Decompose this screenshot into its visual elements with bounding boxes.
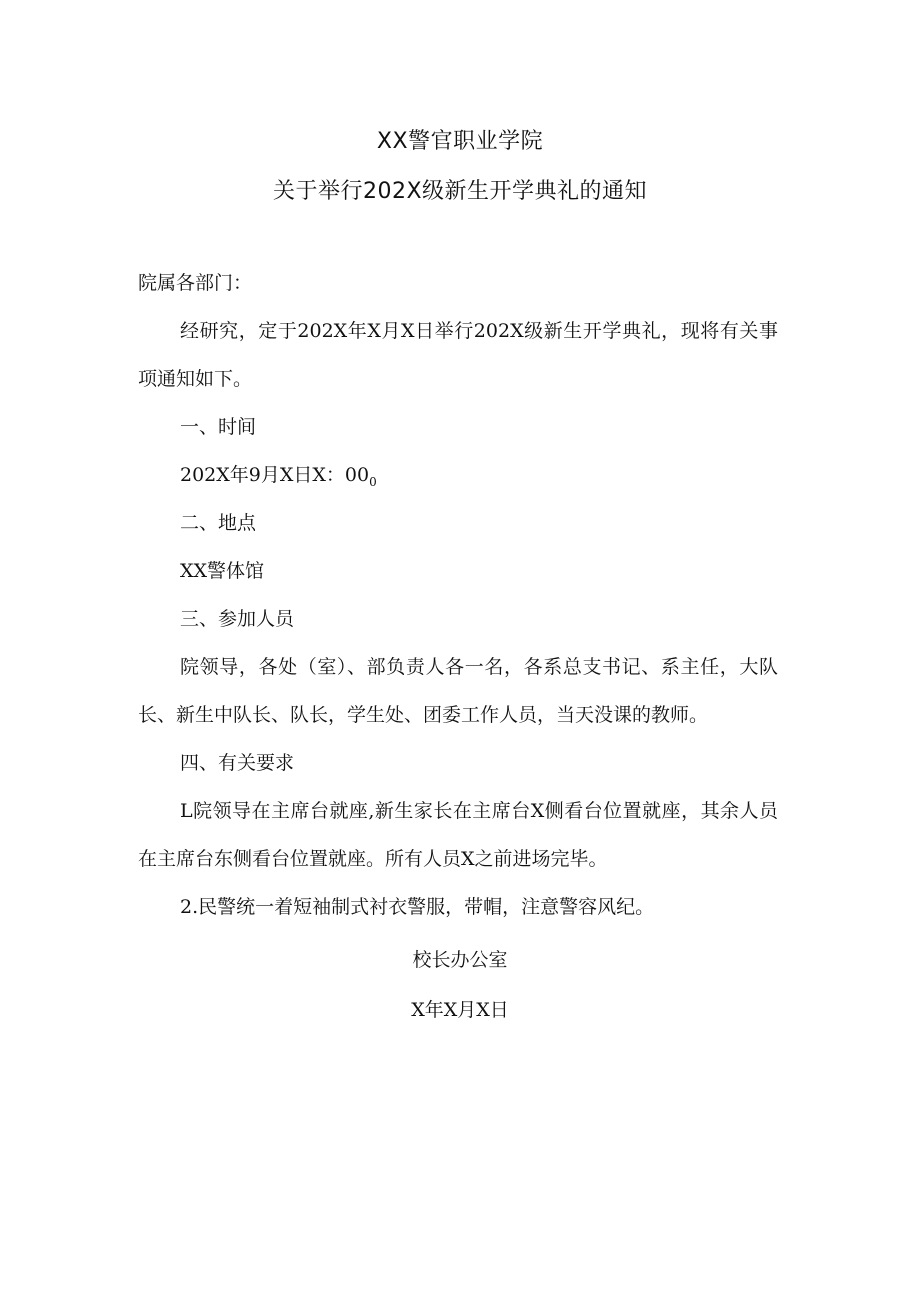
section-heading-time: 一、时间 [180,416,257,438]
time-value: 202X年9月X日X：00 [180,464,370,486]
section-heading-requirements: 四、有关要求 [180,752,295,774]
title-notice-subject: 关于举行202X级新生开学典礼的通知 [272,179,648,204]
section-heading-attendees: 三、参加人员 [180,608,295,630]
signature-office: 校长办公室 [412,949,508,971]
intro-paragraph: 经研究，定于202X年X月X日举行202X级新生开学典礼，现将有关事项通知如下。 [138,320,778,390]
section-content-location: XX警体馆 [180,560,265,582]
document-body [138,259,778,1019]
time-subscript: 0 [369,474,377,489]
title-school-name: XX警官职业学院 [376,129,544,154]
requirement-item-2: 2.民警统一着短袖制式衬衣警服，带帽，注意警容风纪。 [180,896,655,918]
salutation: 院属各部门： [138,272,253,294]
signature-date: X年X月X日 [411,999,509,1021]
section-heading-location: 二、地点 [180,512,257,534]
requirement-item-1: L院领导在主席台就座,新生家长在主席台X侧看台位置就座，其余人员在主席台东侧看台位置就座。所有人员X之前进场完毕。 [138,800,778,870]
section-content-attendees: 院领导，各处（室）、部负责人各一名，各系总支书记、系主任，大队长、新生中队长、队长，学生处、团委工作人员，当天没课的教师。 [138,656,778,726]
section-content-time [180,451,377,499]
